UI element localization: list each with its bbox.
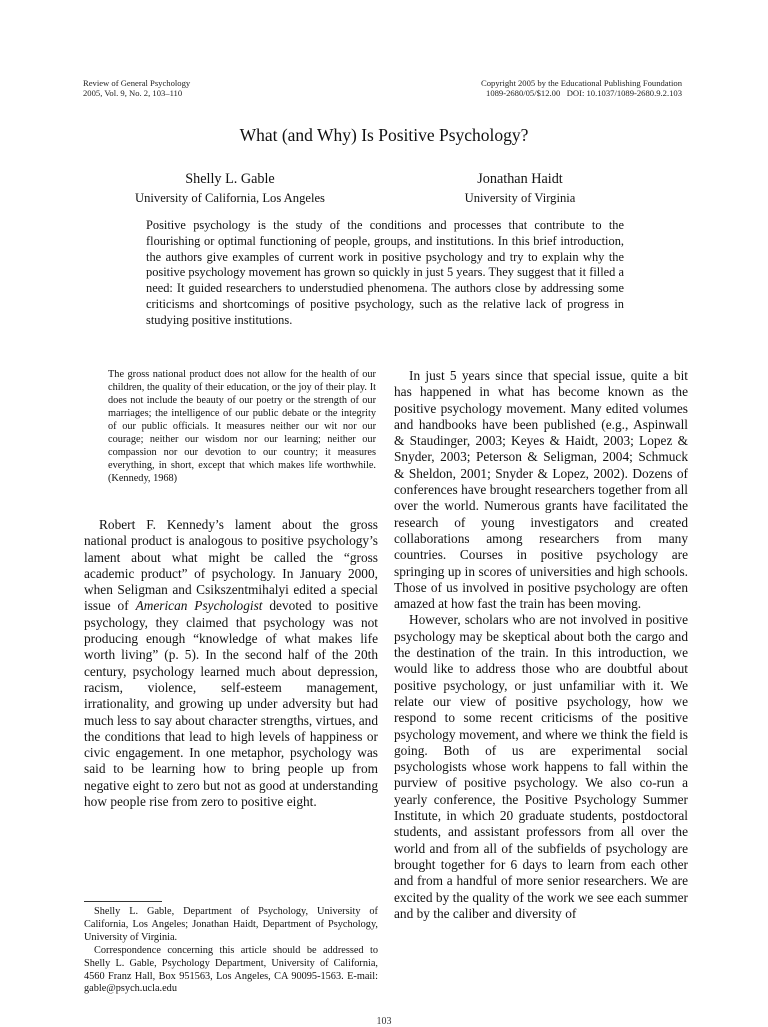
journal-volume: 2005, Vol. 9, No. 2, 103–110: [83, 88, 183, 98]
author-block-2: [425, 170, 615, 207]
abstract: Positive psychology is the study of the conditions and processes that contribute to the flourishing or optimal functioning of people, groups, and institutions. In this brief introduction, the authors give examples of current work in positive psychology and try to explain why the positive psychology movement has grown so quickly in just 5 years. They suggest that it filled a need: It guided researchers to understudied phenomena. The authors close by addressing some criticisms and shortcomings of positive psychology, such as the relative lack of progress in studying positive institutions.: [146, 218, 624, 327]
author-note-affiliations: Shelly L. Gable, Department of Psychology, University of California, Los Angeles; Jonathan Haidt, Department of Psychology, University of Virginia.: [84, 906, 378, 943]
journal-header: [83, 78, 190, 98]
doi-line: 1089-2680/05/$12.00 DOI: 10.1037/1089-2680.9.2.103: [486, 88, 682, 98]
body-text: Robert F. Kennedy’s lament about the gross national product is analogous to positive psychology’s lament about what might be called the “gross academic product” of psychology. In January 2000, when Seligman and Csikszentmihalyi edited a special issue of: [84, 517, 378, 614]
author-note: [84, 906, 378, 996]
article-title: What (and Why) Is Positive Psychology?: [239, 125, 529, 145]
page-number: 103: [376, 1016, 392, 1027]
author-affiliation: University of Virginia: [464, 191, 576, 205]
body-column-right: [394, 368, 688, 922]
footnote-divider: [84, 901, 162, 902]
body-paragraph: In just 5 years since that special issue, quite a bit has happened in what has become known as the positive psychology movement. Many edited volumes and handbooks have been published (e.g., Aspinwall & Staudinger, 2003; Keyes & Haidt, 2003; Lopez & Snyder, 2003; Peterson & Seligman, 2004; Schmuck & Sheldon, 2001; Snyder & Lopez, 2002). Dozens of conferences have brought researchers together from all over the world. Numerous grants have facilitated the research of young investigators and created collaborations among researchers from many countries. Courses in positive psychology are springing up in scores of universities and high schools. Those of us involved in positive psychology are often amazed at how fast the train has been moving.: [394, 368, 688, 612]
body-column-left: [84, 517, 378, 810]
journal-name: Review of General Psychology: [83, 78, 191, 88]
journal-title-italic: American Psychologist: [135, 598, 263, 614]
body-paragraph: [84, 517, 378, 810]
copyright-header: [481, 78, 682, 98]
copyright-line: Copyright 2005 by the Educational Publishing Foundation: [481, 78, 682, 88]
author-note-correspondence: Correspondence concerning this article should be addressed to Shelly L. Gable, Psychology Department, University of California, 4560 Franz Hall, Box 951563, Los Angeles, CA 90095-1563. E-mail: gable@psych.ucla.edu: [84, 944, 378, 995]
author-name: Jonathan Haidt: [477, 171, 563, 187]
author-affiliation: University of California, Los Angeles: [135, 191, 325, 205]
epigraph-quote: The gross national product does not allow for the health of our children, the quality of their education, or the joy of their play. It does not include the beauty of our poetry or the strength of our marriages; the intelligence of our public debate or the integrity of our public officials. It measures neither our wit nor our courage; neither our wisdom nor our learning; neither our compassion nor our devotion to our country; it measures everything, in short, except that which makes life worthwhile. (Kennedy, 1968): [108, 369, 376, 484]
body-text: devoted to positive psychology, they claimed that psychology was not producing enough “knowledge of what makes life worth living” (p. 5). In the second half of the 20th century, psychology learned much about depression, racism, violence, self-esteem management, irrationality, and growing up under adversity but had much less to say about character strengths, virtues, and the conditions that lead to high levels of happiness or civic engagement. In one metaphor, psychology was said to be learning how to bring people up from negative eight to zero but not as good at understanding how people rise from zero to positive eight.: [84, 598, 379, 810]
author-block-1: [100, 170, 360, 207]
body-paragraph: However, scholars who are not involved in positive psychology may be skeptical about both the cargo and the destination of the train. In this introduction, we would like to address those who are doubtful about positive psychology, or just unfamiliar with it. We relate our view of positive psychology, how we respond to some recent criticisms of the positive psychology movement, and where we think the field is going. Both of us are experimental social psychologists whose work happens to fall within the purview of positive psychology. We also co-run a yearly conference, the Positive Psychology Summer Institute, in which 20 graduate students, postdoctoral students, and assistant professors from all over the world and from all of the subfields of psychology are brought together for 6 days to learn from each other and from a handful of more senior researchers. We are excited by the quality of the work we see each summer and by the caliber and diversity of: [394, 612, 688, 921]
author-name: Shelly L. Gable: [185, 171, 275, 187]
